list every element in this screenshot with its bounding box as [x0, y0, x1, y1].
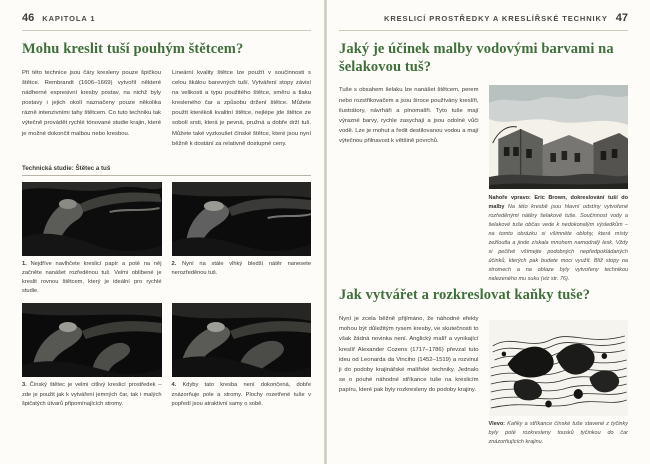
art-top-caption-text: Na této kresbě jsou hlavní odstíny vytvořené rozředěnými nátěry šelakové tuše. Součinnost vody a šelakové tuše občas vede k nedokonalým výsledkům – na tomto obrázku si všimněte oblohy, která místy zežloutla a jinde získala mnohem namodralý lesk. Vždy si pečlivě všímejte podobných nepředpokládaných účinků, kterých pak budete moci využít. Blíž stopy na stromech a na oblaze byly vytvořeny technikou nalezeného mu suku (viz str. 76).	[488, 204, 628, 282]
left-column-1	[22, 68, 161, 156]
study-step-1	[22, 182, 162, 297]
study-step-4-caption	[172, 381, 312, 408]
study-step-3	[22, 303, 162, 408]
art-mid-caption-text: Kaňky a stříkance čínské tuše stavené z tyčinky byly poté rozkresleny tousků tyčinkou do čar znázorňujících krajinu.	[488, 421, 628, 445]
right-top-image-column	[489, 85, 629, 283]
art-top-caption	[489, 194, 629, 283]
right-paragraph-1: Tuše s obsahem šelaku lze nanášet štětcem, perem nebo rozstřikovačem a jsou široce používány kreslíři, ilustrátory, návrháři a plnomalíři. Tyto tuše mají výrazné barvy, rychle zasychají a jsou odolné vůči vodě. Lze je mohut a ředit destilovanou vodou a mají výtečnou přilnavost k většině povrchů.	[339, 87, 479, 145]
right-header-rule	[339, 30, 628, 31]
right-section-heading-1: Jaký je účinek malby vodovými barvami na šelakovou tuš?	[339, 41, 614, 75]
left-paragraph-2: Lineární kvality štětce lze použít v součinnosti s celou škálou barevných tuší. Vytváření stopy závisí na velikosti a typu použitého štětce, směru a tlaku kresleného čar a způsobu držení štětce. Můžete použít kterékoli kvalitní štětce, nejlépe jde štětce ze sobolí srsti, která je pevná, pružná a dobře drží tuš. Můžete také vyzkoušet čínské štětce, které jsou nyní běžně k dostání za relativně dostupné ceny.	[172, 69, 311, 147]
study-step-3-caption	[22, 381, 162, 408]
study-step-3-number: 3.	[22, 382, 27, 389]
study-step-2-caption	[172, 260, 312, 278]
left-section-heading: Mohu kreslit tuší pouhým štětcem?	[22, 41, 244, 57]
left-body-columns	[22, 68, 311, 156]
right-top-text-column	[339, 85, 479, 283]
study-step-1-caption	[22, 260, 162, 297]
study-step-1-number: 1.	[22, 260, 27, 267]
technique-study-label: Technická studie: Štětec a tuš	[22, 164, 111, 172]
art-top-caption-bold: Nahoře vpravo: Eric Brown, dokreslování tuší do malby	[488, 195, 628, 211]
art-mid-caption	[489, 420, 629, 447]
study-step-2-text: Nyní na stále vlhký bledší nátěr nanesete nerozředěnou tuš.	[171, 260, 311, 277]
study-step-2-number: 2.	[171, 260, 177, 267]
study-step-1-text: Nejdříve navlhčete kreslicí papír a poté na něj začněte nanášet rozředěnou tuš. Velmi oblíbené je kreslit rovnou štětcem, který je ideální pro rychlé studie.	[22, 260, 162, 295]
study-step-4-text: Kdyby tato kresba není dokončená, dobře znázorňuje pole a stromy. Plochy rozetřené tuše v popředí jsou atraktivní samy o sobě.	[171, 382, 311, 407]
technique-study-rule	[22, 175, 311, 176]
right-folio: 47	[615, 12, 628, 24]
right-bottom-text-column	[339, 314, 479, 447]
chinese-brush-step-3-image	[22, 303, 162, 377]
chapter-label: KAPITOLA 1	[42, 13, 96, 23]
right-bottom-image-column	[489, 314, 629, 447]
finished-ink-study-step-4-image	[172, 303, 312, 377]
art-mid-caption-bold: Vlevo:	[488, 421, 506, 428]
left-header-rule	[22, 30, 311, 31]
ink-blot-landscape-drawing	[489, 320, 629, 416]
page-gutter	[324, 0, 327, 464]
brush-ink-wash-step-1-image	[22, 182, 162, 256]
study-step-2	[172, 182, 312, 297]
study-step-4	[172, 303, 312, 408]
brush-ink-wash-step-2-image	[172, 182, 312, 256]
technique-study-grid	[22, 182, 311, 409]
right-section-heading-2: Jak vytvářet a rozkreslovat kaňky tuše?	[339, 287, 591, 304]
left-column-2	[172, 68, 311, 156]
left-running-head	[22, 10, 311, 26]
technique-study-heading	[22, 165, 311, 175]
right-top-row	[339, 85, 628, 283]
right-paragraph-2: Nyní je zcela běžně přijímáno, že náhodné efekty mohou být důležitým rysem kresby, ve skutečnosti to však žádná novinka není. Anglický malíř a vynikající kreslíř Alexander Cozens (1717–1786) převzal tuto ideu od Leonarda da Vinciho (1452–1519) a rozvinul ji do podoby krajinářské malířské techniky. Jednalo se o pouhé náhodné stříkance tuše na kreslicím papíru, které pak byly rozkresleny do podoby krajiny.	[339, 316, 479, 394]
study-step-4-number: 4.	[171, 382, 177, 389]
right-bottom-row	[339, 314, 628, 447]
left-paragraph-1: Při této technice jsou čáry kresleny pouze špičkou štětce. Rembrandt (1606–1669) vytvořil některé nádherné expresivní kresby postav, na nichž byly postavy i jejich okolí naznačeny pouze několika rázně intenzivními tahy štětcem. Co tuto techniku tak výtečně provádět rychlé tónované studie krajin, které je možné dokončit malbou nebo kresbou.	[22, 69, 161, 137]
right-running-head	[339, 10, 628, 26]
right-page	[325, 0, 650, 464]
shellac-ink-watercolor-illustration	[489, 85, 629, 189]
left-folio: 46	[22, 12, 35, 24]
study-step-3-text: Čínský štětec je velmi citlivý kreslicí prostředek – zde je použit jak k vytváření jemných čar, tak i malých špičatých útvarů připomínajících stromy.	[22, 382, 162, 407]
section-title-label: KRESLICÍ PROSTŘEDKY A KRESLÍŘSKÉ TECHNIKY	[384, 13, 608, 23]
